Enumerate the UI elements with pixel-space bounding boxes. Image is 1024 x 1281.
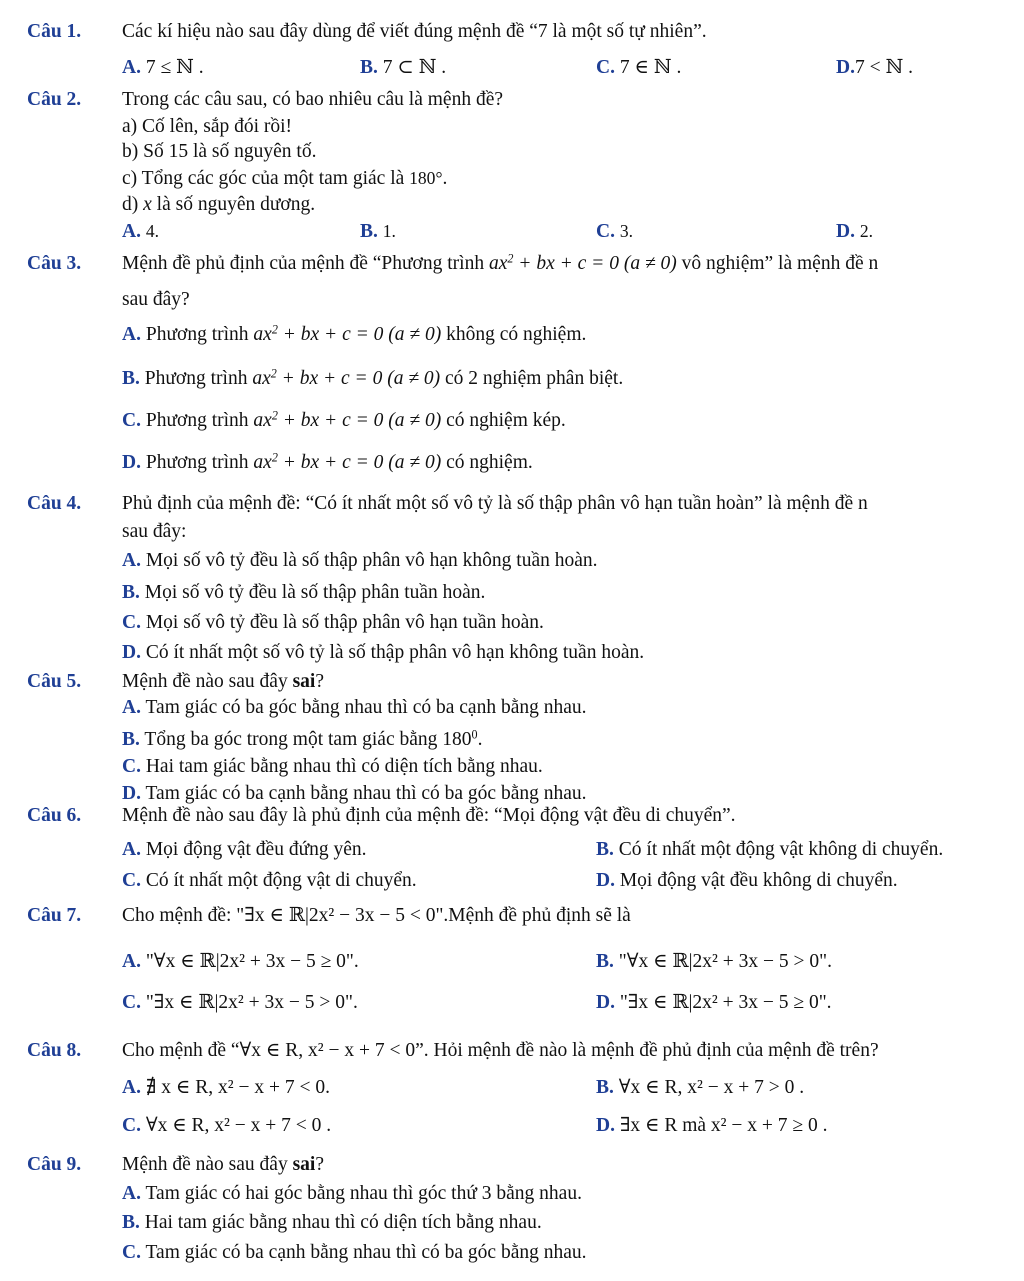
question-5-option-d[interactable]: D. Tam giác có ba cạnh bằng nhau thì có ba góc bằng nhau. — [122, 783, 587, 804]
question-5-option-b[interactable]: B. Tổng ba góc trong một tam giác bằng $180^0$. — [122, 727, 483, 750]
question-6-option-d[interactable]: D. Mọi động vật đều không di chuyển. — [596, 870, 898, 891]
question-1-option-b[interactable]: B. 7 ⊂ ℕ . — [360, 57, 447, 78]
question-7-option-d[interactable]: D. "∃x ∈ ℝ|2x² + 3x − 5 ≥ 0". — [596, 992, 832, 1013]
question-8-option-a[interactable]: A. ∄ x ∈ R, x² − x + 7 < 0. — [122, 1077, 330, 1098]
question-3-label: Câu 3. — [27, 253, 82, 274]
question-2-option-d[interactable]: D. 2. — [836, 221, 873, 242]
question-5-label: Câu 5. — [27, 671, 82, 692]
question-7-option-b[interactable]: B. "∀x ∈ ℝ|2x² + 3x − 5 > 0". — [596, 951, 832, 972]
question-6-option-a[interactable]: A. Mọi động vật đều đứng yên. — [122, 839, 367, 860]
question-6-option-c[interactable]: C. Có ít nhất một động vật di chuyển. — [122, 870, 417, 891]
question-2-option-a[interactable]: A. 4. — [122, 221, 159, 242]
question-3-option-d[interactable]: D. Phương trình $ax^2$ + bx + c = 0 (a ≠ 0) có nghiệm. — [122, 450, 533, 473]
question-2-option-b[interactable]: B. 1. — [360, 221, 396, 242]
question-8-option-d[interactable]: D. ∃x ∈ R mà x² − x + 7 ≥ 0 . — [596, 1115, 828, 1136]
question-1-option-c[interactable]: C. 7 ∈ ℕ . — [596, 57, 682, 78]
question-3-stem-line2: sau đây? — [122, 289, 190, 310]
question-8-option-b[interactable]: B. ∀x ∈ R, x² − x + 7 > 0 . — [596, 1077, 805, 1098]
question-8-stem: Cho mệnh đề “∀x ∈ R, x² − x + 7 < 0”. Hỏi mệnh đề nào là mệnh đề phủ định của mệnh đề trên? — [122, 1040, 879, 1061]
question-8-option-c[interactable]: C. ∀x ∈ R, x² − x + 7 < 0 . — [122, 1115, 332, 1136]
question-2-item-b: b) Số 15 là số nguyên tố. — [122, 141, 317, 162]
question-4-option-a[interactable]: A. Mọi số vô tỷ đều là số thập phân vô hạn không tuần hoàn. — [122, 550, 598, 571]
question-2-label: Câu 2. — [27, 89, 82, 110]
question-2-item-a: a) Cố lên, sắp đói rồi! — [122, 116, 293, 137]
question-1-stem: Các kí hiệu nào sau đây dùng để viết đúng mệnh đề “7 là một số tự nhiên”. — [122, 21, 707, 42]
question-4-stem: Phủ định của mệnh đề: “Có ít nhất một số vô tỷ là số thập phân vô hạn tuần hoàn” là mệnh đề n — [122, 493, 868, 514]
equation: $ax^2$ + bx + c = 0 (a ≠ 0) — [488, 251, 677, 274]
question-3-option-a[interactable]: A. Phương trình $ax^2$ + bx + c = 0 (a ≠ 0) không có nghiệm. — [122, 322, 587, 345]
question-5-option-c[interactable]: C. Hai tam giác bằng nhau thì có diện tích bằng nhau. — [122, 756, 543, 777]
question-5-option-a[interactable]: A. Tam giác có ba góc bằng nhau thì có ba cạnh bằng nhau. — [122, 697, 587, 718]
question-3-option-c[interactable]: C. Phương trình $ax^2$ + bx + c = 0 (a ≠ 0) có nghiệm kép. — [122, 408, 566, 431]
question-2-option-c[interactable]: C. 3. — [596, 221, 633, 242]
question-5-stem: Mệnh đề nào sau đây sai? — [122, 671, 324, 692]
question-7-option-c[interactable]: C. "∃x ∈ ℝ|2x² + 3x − 5 > 0". — [122, 992, 358, 1013]
question-3-option-b[interactable]: B. Phương trình $ax^2$ + bx + c = 0 (a ≠ 0) có 2 nghiệm phân biệt. — [122, 366, 624, 389]
question-1-option-a[interactable]: A. 7 ≤ ℕ . — [122, 57, 204, 78]
question-6-label: Câu 6. — [27, 805, 82, 826]
question-7-label: Câu 7. — [27, 905, 82, 926]
question-2-item-c: c) Tổng các góc của một tam giác là 180°. — [122, 168, 448, 189]
question-6-stem: Mệnh đề nào sau đây là phủ định của mệnh đề: “Mọi động vật đều di chuyển”. — [122, 805, 736, 826]
question-2-stem: Trong các câu sau, có bao nhiêu câu là mệnh đề? — [122, 89, 504, 110]
question-6-option-b[interactable]: B. Có ít nhất một động vật không di chuyển. — [596, 839, 944, 860]
question-3-stem: Mệnh đề phủ định của mệnh đề “Phương trình $ax^2$ + bx + c = 0 (a ≠ 0) vô nghiệm” là mệnh đề n — [122, 251, 879, 274]
question-4-option-b[interactable]: B. Mọi số vô tỷ đều là số thập phân tuần hoàn. — [122, 582, 486, 603]
question-9-option-b[interactable]: B. Hai tam giác bằng nhau thì có diện tích bằng nhau. — [122, 1212, 542, 1233]
question-4-option-c[interactable]: C. Mọi số vô tỷ đều là số thập phân vô hạn tuần hoàn. — [122, 612, 544, 633]
question-1-label: Câu 1. — [27, 21, 82, 42]
question-9-stem: Mệnh đề nào sau đây sai? — [122, 1154, 324, 1175]
question-9-option-c[interactable]: C. Tam giác có ba cạnh bằng nhau thì có ba góc bằng nhau. — [122, 1242, 587, 1263]
question-4-option-d[interactable]: D. Có ít nhất một số vô tỷ là số thập phân vô hạn không tuần hoàn. — [122, 642, 645, 663]
question-9-option-a[interactable]: A. Tam giác có hai góc bằng nhau thì góc thứ 3 bằng nhau. — [122, 1183, 582, 1204]
question-9-label: Câu 9. — [27, 1154, 82, 1175]
question-8-label: Câu 8. — [27, 1040, 82, 1061]
question-4-label: Câu 4. — [27, 493, 82, 514]
question-1-option-d[interactable]: D.7 < ℕ . — [836, 57, 914, 78]
question-7-option-a[interactable]: A. "∀x ∈ ℝ|2x² + 3x − 5 ≥ 0". — [122, 951, 359, 972]
question-2-item-d: d) x là số nguyên dương. — [122, 194, 316, 215]
question-4-stem-line2: sau đây: — [122, 521, 187, 542]
question-7-stem: Cho mệnh đề: "∃x ∈ ℝ|2x² − 3x − 5 < 0".Mệnh đề phủ định sẽ là — [122, 905, 631, 926]
